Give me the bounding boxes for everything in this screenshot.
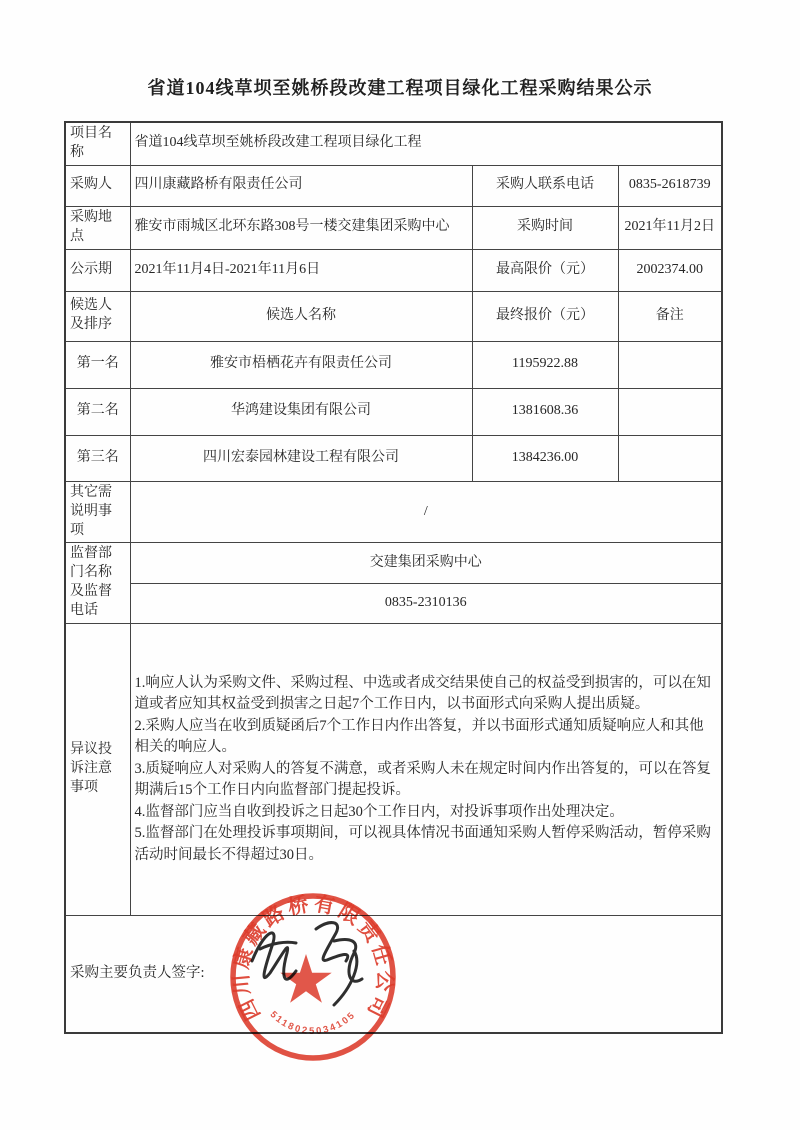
max-price-label: 最高限价（元） bbox=[472, 249, 618, 291]
purchase-time-label: 采购时间 bbox=[472, 206, 618, 249]
objection-label: 异议投诉注意事项 bbox=[65, 624, 130, 916]
objection-item: 2.采购人应当在收到质疑函后7个工作日内作出答复，并以书面形式通知质疑响应人和其他相关的响应人。 bbox=[134, 717, 704, 756]
supervision-department: 交建集团采购中心 bbox=[130, 543, 722, 583]
purchase-time-value: 2021年11月2日 bbox=[618, 206, 722, 249]
purchase-location-value: 雅安市雨城区北环东路308号一楼交建集团采购中心 bbox=[130, 206, 472, 249]
candidate-row bbox=[65, 435, 722, 481]
candidates-header-row bbox=[65, 291, 722, 341]
publicity-period-value: 2021年11月4日-2021年11月6日 bbox=[130, 249, 472, 291]
candidate-price: 1381608.36 bbox=[472, 388, 618, 435]
candidate-remark bbox=[618, 341, 722, 388]
stamp-serial-text: 5118025034105 bbox=[267, 1009, 359, 1037]
purchaser-value: 四川康藏路桥有限责任公司 bbox=[130, 165, 472, 206]
candidate-remark bbox=[618, 435, 722, 481]
candidate-name: 四川宏泰园林建设工程有限公司 bbox=[130, 435, 472, 481]
page-title: 省道104线草坝至姚桥段改建工程项目绿化工程采购结果公示 bbox=[147, 78, 653, 98]
candidate-row bbox=[65, 341, 722, 388]
table-row bbox=[65, 165, 722, 206]
candidates-price-header: 最终报价（元） bbox=[472, 291, 618, 341]
candidate-name: 雅安市梧栖花卉有限责任公司 bbox=[130, 341, 472, 388]
candidate-rank: 第一名 bbox=[65, 341, 130, 388]
supervision-label: 监督部门名称及监督电话 bbox=[65, 543, 130, 624]
other-notes-label: 其它需说明事项 bbox=[65, 481, 130, 543]
table-row bbox=[65, 206, 722, 249]
publicity-period-label: 公示期 bbox=[65, 249, 130, 291]
table-row bbox=[65, 583, 722, 623]
other-notes-value: / bbox=[130, 481, 722, 543]
purchase-location-label: 采购地点 bbox=[65, 206, 130, 249]
candidates-rank-header: 候选人及排序 bbox=[65, 291, 130, 341]
table-row bbox=[65, 543, 722, 583]
purchaser-phone-value: 0835-2618739 bbox=[618, 165, 722, 206]
procurement-table bbox=[64, 121, 723, 1034]
max-price-value: 2002374.00 bbox=[618, 249, 722, 291]
project-name-label: 项目名称 bbox=[65, 122, 130, 165]
stamp-company-text: 四川康藏路桥有限责任公司 bbox=[230, 893, 396, 1024]
signature-row bbox=[65, 916, 722, 1033]
candidate-row bbox=[65, 388, 722, 435]
table-row bbox=[65, 481, 722, 543]
signature-label: 采购主要负责人签字: bbox=[65, 916, 722, 1033]
table-row bbox=[65, 122, 722, 165]
candidate-price: 1195922.88 bbox=[472, 341, 618, 388]
table-row bbox=[65, 249, 722, 291]
candidate-name: 华鸿建设集团有限公司 bbox=[130, 388, 472, 435]
objection-item: 3.质疑响应人对采购人的答复不满意，或者采购人未在规定时间内作出答复的，可以在答复期满后15个工作日内向监督部门提起投诉。 bbox=[134, 760, 711, 799]
candidates-name-header: 候选人名称 bbox=[130, 291, 472, 341]
purchaser-phone-label: 采购人联系电话 bbox=[472, 165, 618, 206]
candidate-price: 1384236.00 bbox=[472, 435, 618, 481]
candidate-rank: 第三名 bbox=[65, 435, 130, 481]
candidate-rank: 第二名 bbox=[65, 388, 130, 435]
supervision-phone: 0835-2310136 bbox=[130, 583, 722, 623]
project-name-value: 省道104线草坝至姚桥段改建工程项目绿化工程 bbox=[130, 122, 722, 165]
objection-text bbox=[130, 624, 722, 916]
objection-item: 1.响应人认为采购文件、采购过程、中选或者成交结果使自己的权益受到损害的，可以在知道或者应知其权益受到损害之日起7个工作日内，以书面形式向采购人提出质疑。 bbox=[134, 674, 711, 713]
candidates-remark-header: 备注 bbox=[618, 291, 722, 341]
objection-row bbox=[65, 624, 722, 916]
candidate-remark bbox=[618, 388, 722, 435]
objection-item: 4.监督部门应当自收到投诉之日起30个工作日内，对投诉事项作出处理决定。 bbox=[134, 803, 624, 820]
objection-item: 5.监督部门在处理投诉事项期间，可以视具体情况书面通知采购人暂停采购活动，暂停采购活动时间最长不得超过30日。 bbox=[134, 825, 711, 863]
purchaser-label: 采购人 bbox=[65, 165, 130, 206]
